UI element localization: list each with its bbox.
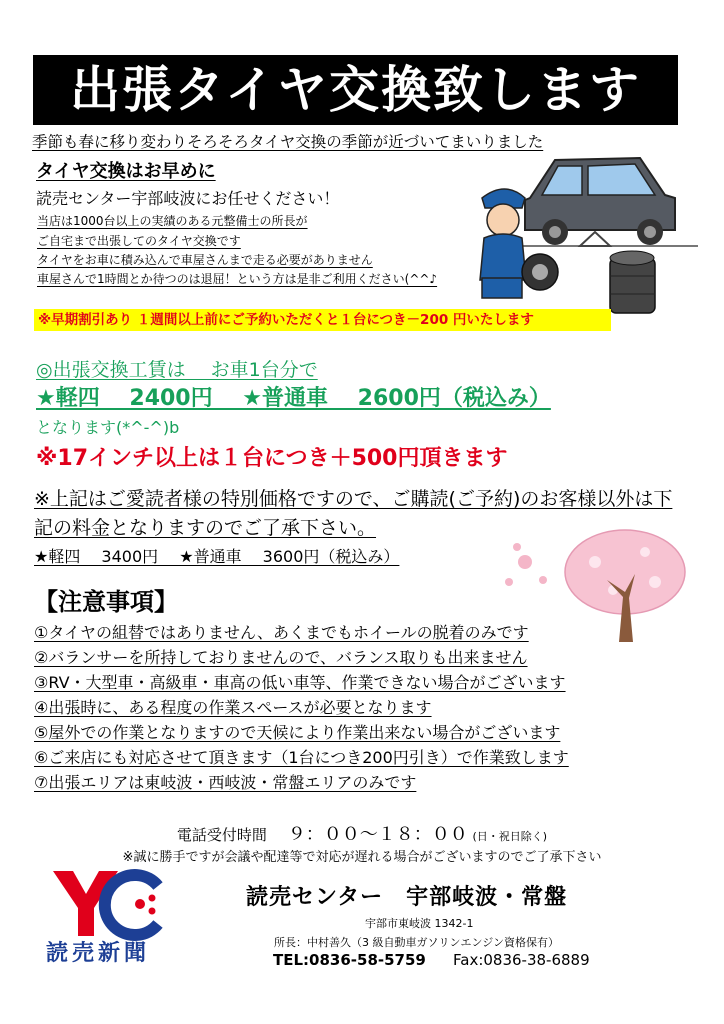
caution-item: ④出張時に、ある程度の作業スペースが必要となります bbox=[34, 698, 432, 717]
caution-item: ①タイヤの組替ではありません、あくまでもホイールの脱着のみです bbox=[34, 623, 529, 642]
member-price-note: ※上記はご愛読者様の特別価格ですので、ご購読(ご予約)のお客様以外は下記の料金となりますのでご了承下さい。 bbox=[34, 488, 673, 539]
car-icon bbox=[510, 158, 698, 246]
fax-number: Fax:0836-38-6889 bbox=[453, 951, 590, 969]
center-name: 読売センター 宇部岐波・常盤 bbox=[246, 885, 568, 910]
owner-info: 所長：中村善久（3 級自動車ガソリンエンジン資格保有） bbox=[274, 936, 559, 949]
regular-price: ★軽四 3400円 ★普通車 3600円（税込み） bbox=[34, 547, 400, 566]
hours-label: 電話受付時間 bbox=[176, 826, 267, 844]
size-surcharge: ※17インチ以上は１台につき＋500円頂きます bbox=[36, 446, 508, 471]
tire-stack-icon bbox=[610, 251, 655, 313]
hours-note: (日・祝日除く) bbox=[472, 830, 548, 843]
cautions-title: 【注意事項】 bbox=[34, 588, 178, 616]
caution-item: ③RV・大型車・高級車・車高の低い車等、作業できない場合がございます bbox=[34, 673, 566, 692]
intro-text: 読売センター宇部岐波にお任せください！ bbox=[36, 189, 340, 208]
delay-disclaimer: ※誠に勝手ですが会議や配達等で対応が遅れる場合がございますのでご了承下さい bbox=[122, 850, 602, 865]
address: 宇部市東岐波 1342-1 bbox=[365, 917, 474, 930]
caution-item: ②バランサーを所持しておりませんので、バランス取りも出来ません bbox=[34, 648, 528, 667]
hours-value: ９：００～１８：００ bbox=[287, 824, 468, 845]
yc-logo-icon bbox=[48, 866, 168, 941]
pricing-main: ★軽四 2400円 ★普通車 2600円（税込み） bbox=[36, 386, 551, 411]
detail-line: ご自宅まで出張してのタイヤ交換です bbox=[37, 234, 241, 248]
hours-row bbox=[0, 820, 724, 846]
lead-text: 季節も春に移り変わりそろそろタイヤ交換の季節が近づいてまいりました bbox=[32, 133, 544, 151]
detail-line: 当店は1000台以上の実績のある元整備士の所長が bbox=[37, 214, 308, 228]
page-title: 出張タイヤ交換致します bbox=[33, 55, 678, 125]
caution-item: ⑦出張エリアは東岐波・西岐波・常盤エリアのみです bbox=[34, 773, 417, 792]
pricing-suffix: となります(*^-^)b bbox=[36, 418, 180, 437]
phone-number: TEL:0836-58-5759 bbox=[273, 951, 426, 969]
detail-line: 車屋さんで1時間とか待つのは退屈！という方は是非ご利用ください(^^♪ bbox=[37, 272, 438, 286]
detail-line: タイヤをお車に積み込んで車屋さんまで走る必要がありません bbox=[37, 253, 373, 267]
caution-item: ⑤屋外での作業となりますので天候により作業出来ない場合がございます bbox=[34, 723, 561, 742]
caution-item: ⑥ご来店にも対応させて頂きます（1台につき200円引き）で作業致します bbox=[34, 748, 569, 767]
petal-icon bbox=[505, 543, 547, 586]
subhead: タイヤ交換はお早めに bbox=[36, 161, 216, 182]
mechanic-car-illustration bbox=[470, 150, 710, 325]
early-discount-promo: ※早期割引あり １週間以上前にご予約いただくと１台につき－200 円いたします bbox=[34, 309, 611, 331]
pricing-intro: ◎出張交換工賃は お車1台分で bbox=[36, 359, 318, 381]
cherry-tree-icon bbox=[565, 530, 685, 642]
newspaper-logo-text: 読売新聞 bbox=[46, 941, 151, 966]
